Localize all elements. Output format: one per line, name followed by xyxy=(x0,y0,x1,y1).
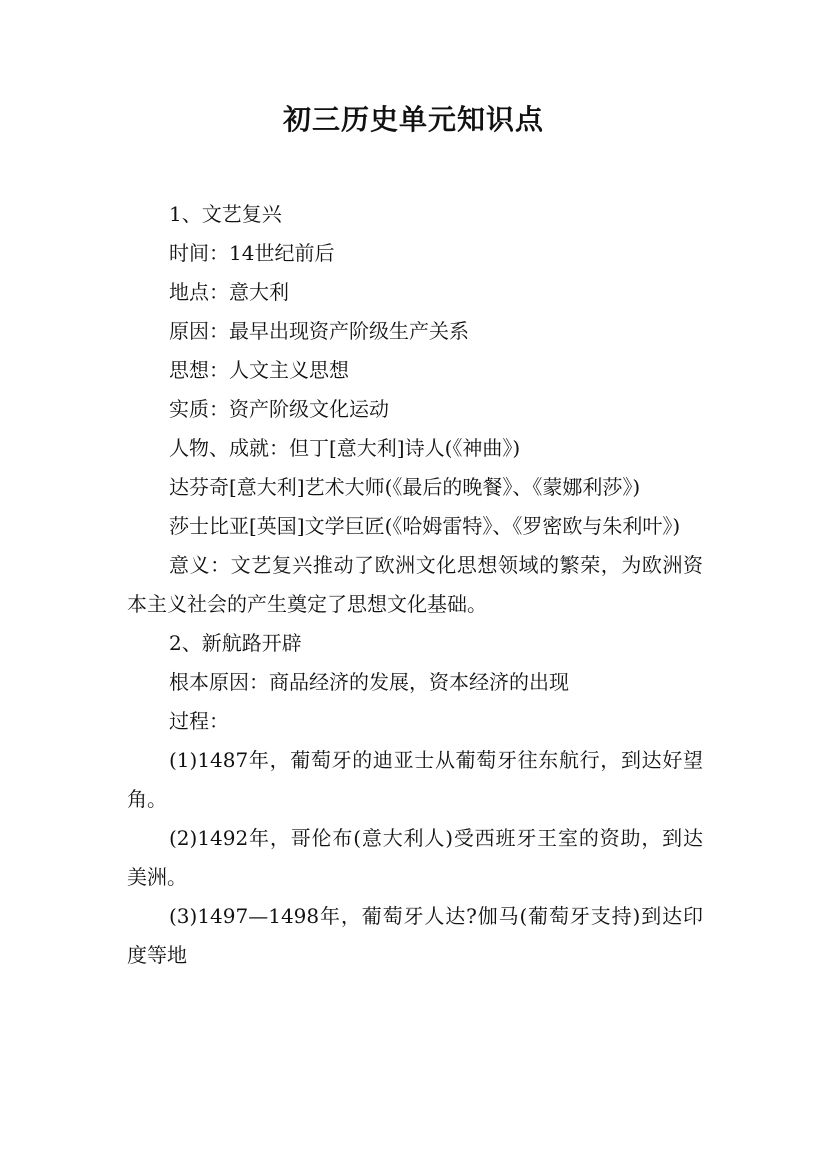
paragraph: (2)1492年，哥伦布(意大利人)受西班牙王室的资助，到达美洲。 xyxy=(127,826,703,889)
paragraph: 思想：人文主义思想 xyxy=(169,358,349,382)
paragraph: 莎士比亚[英国]文学巨匠(《哈姆雷特》、《罗密欧与朱利叶》) xyxy=(169,514,681,538)
paragraph: 地点：意大利 xyxy=(169,280,289,304)
paragraph: 原因：最早出现资产阶级生产关系 xyxy=(169,319,469,343)
paragraph: 时间：14世纪前后 xyxy=(169,241,335,265)
paragraph: (1)1487年，葡萄牙的迪亚士从葡萄牙往东航行，到达好望角。 xyxy=(127,748,703,811)
document-body xyxy=(127,195,703,975)
section-heading-renaissance: 1、文艺复兴 xyxy=(169,202,282,226)
paragraph: 达芬奇[意大利]艺术大师(《最后的晚餐》、《蒙娜利莎》) xyxy=(169,475,641,499)
paragraph: (3)1497—1498年，葡萄牙人达?伽马(葡萄牙支持)到达印度等地 xyxy=(127,904,703,967)
paragraph: 人物、成就：但丁[意大利]诗人(《神曲》) xyxy=(169,436,521,460)
section-heading-new-routes: 2、新航路开辟 xyxy=(169,631,302,655)
document-title: 初三历史单元知识点 xyxy=(282,103,544,136)
paragraph: 实质：资产阶级文化运动 xyxy=(169,397,389,421)
paragraph: 意义：文艺复兴推动了欧洲文化思想领域的繁荣，为欧洲资本主义社会的产生奠定了思想文化基础。 xyxy=(127,553,703,616)
paragraph: 过程： xyxy=(169,709,229,733)
paragraph: 根本原因：商品经济的发展，资本经济的出现 xyxy=(169,670,569,694)
